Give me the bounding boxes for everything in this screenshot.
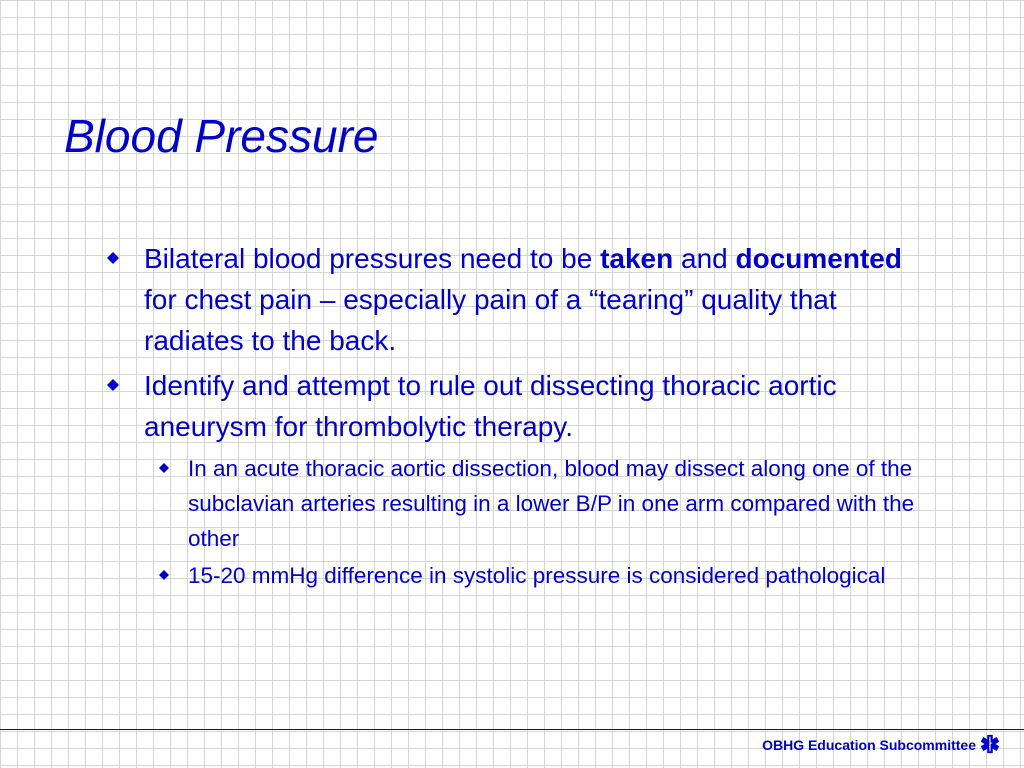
slide-content bbox=[106, 238, 915, 595]
sub-bullet-item bbox=[158, 558, 948, 593]
bullet-text bbox=[144, 243, 902, 356]
star-of-life-icon bbox=[979, 733, 1001, 755]
bullet-text-bold: documented bbox=[735, 243, 902, 274]
sub-bullet-item bbox=[158, 451, 948, 556]
diamond-bullet-icon bbox=[106, 251, 120, 265]
diamond-bullet-icon bbox=[158, 462, 170, 474]
bullet-item bbox=[106, 365, 906, 447]
bullet-text: Identify and attempt to rule out dissecting thoracic aortic aneurysm for thrombolytic therapy. bbox=[144, 370, 837, 442]
sub-bullet-text: 15-20 mmHg difference in systolic pressure is considered pathological bbox=[188, 563, 886, 588]
diamond-bullet-icon bbox=[158, 569, 170, 581]
sub-bullet-list bbox=[158, 451, 915, 593]
footer-divider bbox=[0, 729, 1024, 730]
bullet-text-part: Bilateral blood pressures need to be bbox=[144, 243, 601, 274]
bullet-text-part: and bbox=[673, 243, 736, 274]
sub-bullet-text: In an acute thoracic aortic dissection, blood may dissect along one of the subclavian arteries resulting in a lower B/P in one arm compared with the other bbox=[188, 456, 915, 551]
diamond-bullet-icon bbox=[106, 378, 120, 392]
bullet-text-part: for chest pain – especially pain of a “tearing” quality that radiates to the back. bbox=[144, 284, 837, 356]
footer-text: OBHG Education Subcommittee bbox=[762, 737, 976, 753]
slide-title: Blood Pressure bbox=[64, 110, 379, 162]
bullet-text-bold: taken bbox=[600, 243, 674, 274]
bullet-item bbox=[106, 238, 906, 361]
